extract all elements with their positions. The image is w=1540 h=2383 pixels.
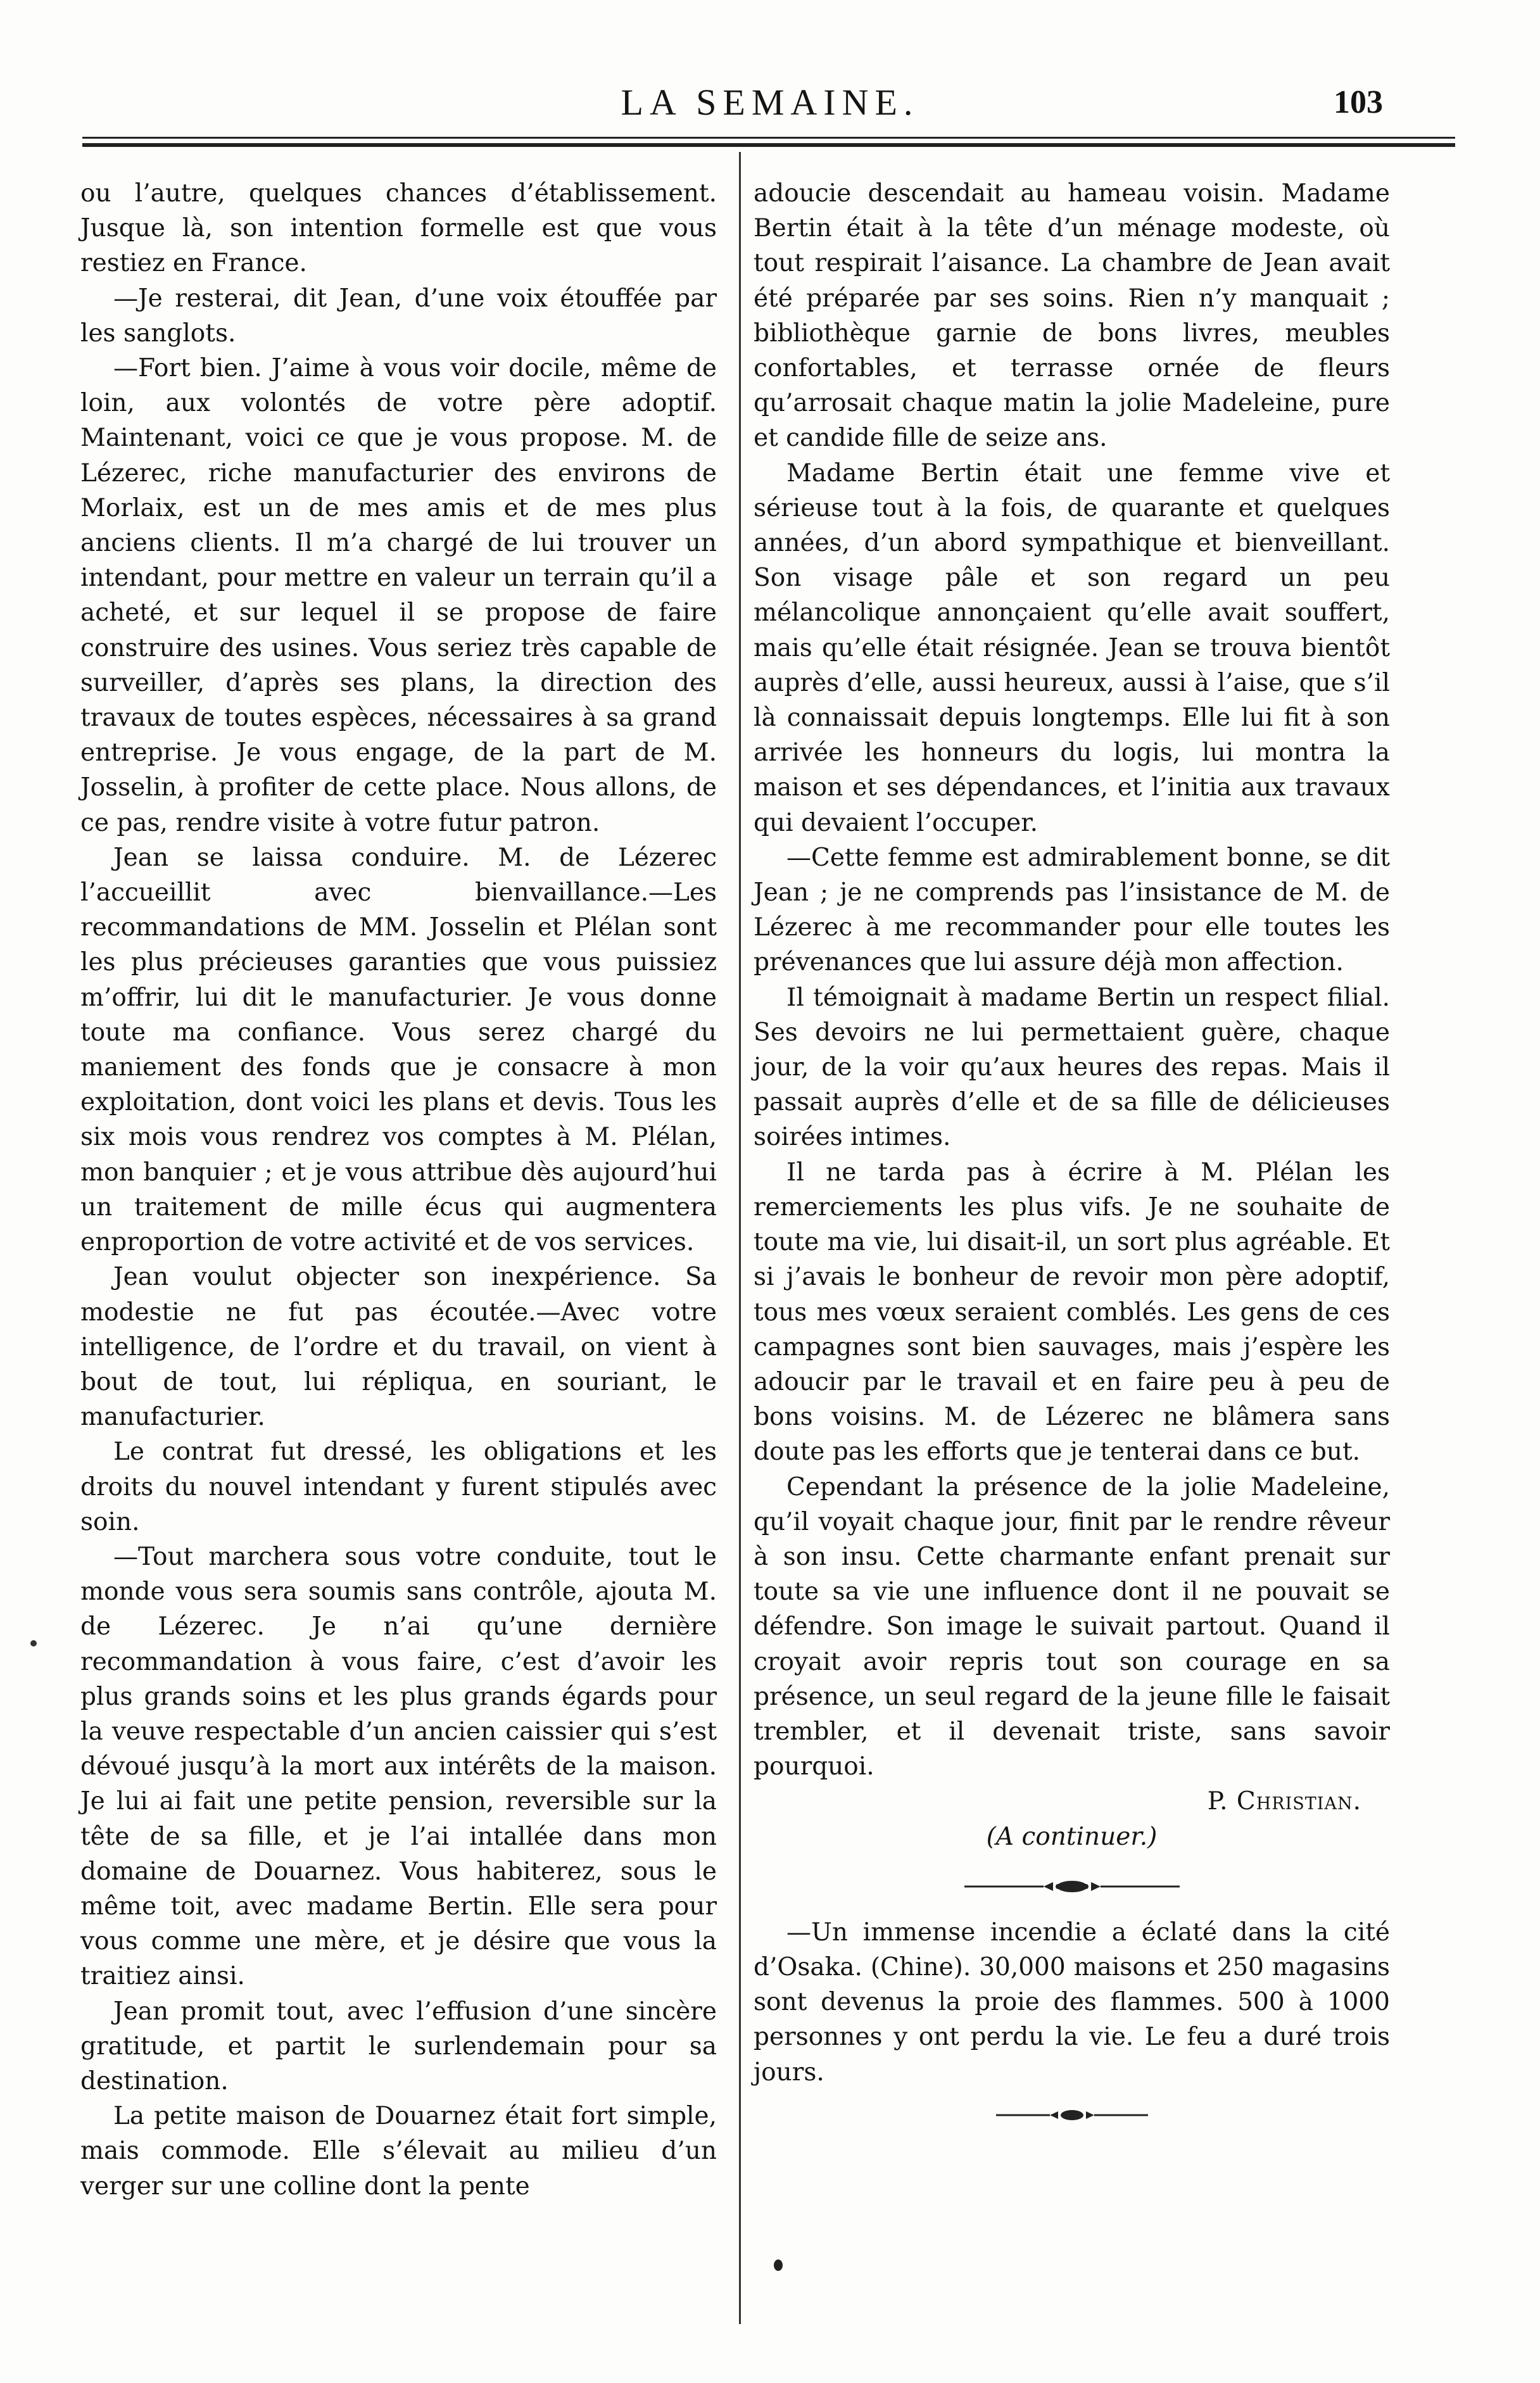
paragraph: —Tout marchera sous votre conduite, tout le monde vous sera soumis sans contrôle, ajouta M. de Lézerec. Je n’ai qu’une dernière recommandation à vous faire, c’est d’avoir les plus grands soins et les plus grands égards pour la veuve respectable d’un ancien caissier qui s’est dévoué jusqu’à la mort aux intérêts de la maison. Je lui ai fait une petite pension, reversible sur la tête de sa fille, et je l’ai intallée dans mon domaine de Douarnez. Vous habiterez, sous le même toit, avec madame Bertin. Elle sera pour vous comme une mère, et je désire que vous la traitiez ainsi. (80, 1542, 717, 1991)
paragraph: Jean promit tout, avec l’effusion d’une sincère gratitude, et partit le surlendemain pour sa destination. (80, 1997, 717, 2095)
paragraph: Le contrat fut dressé, les obligations et les droits du nouvel intendant y furent stipulés avec soin. (80, 1438, 717, 1536)
header-rule-thin (82, 137, 1455, 139)
author-signature: P. Christian. (1207, 1787, 1361, 1816)
header-rule-thick (82, 143, 1455, 147)
paragraph: adoucie descendait au hameau voisin. Madame Bertin était à la tête d’un ménage modeste, où tout respirait l’aisance. La chambre de Jean avait été préparée par ses soins. Rien n’y manquait ; bibliothèque garnie de bons livres, meubles confortables, et terrasse ornée de fleurs qu’arrosait chaque matin la jolie Madeleine, pure et candide fille de seize ans. (754, 179, 1390, 453)
left-column (80, 176, 717, 2204)
right-column (754, 176, 1390, 2121)
paragraph: —Cette femme est admirablement bonne, se dit Jean ; je ne comprends pas l’insistance de M. de Lézerec à me recommander pour elle toutes les prévenances que lui assure déjà mon affection. (754, 843, 1390, 977)
paragraph: Il ne tarda pas à écrire à M. Plélan les remerciements les plus vifs. Je ne souhaite de toute ma vie, lui disait-il, un sort plus agréable. Et si j’avais le bonheur de revoir mon père adoptif, tous mes vœux seraient comblés. Les gens de ces campagnes sont bien sauvages, mais j’espère les adoucir par le travail et en faire peu à peu de bons voisins. M. de Lézerec ne blâmera sans doute pas les efforts que je tenterai dans ce but. (754, 1158, 1390, 1467)
closing-ornament (996, 2109, 1148, 2121)
to-be-continued: (A continuer.) (986, 1822, 1158, 1851)
news-item: —Un immense incendie a éclaté dans la cité d’Osaka. (Chine). 30,000 maisons et 250 magasins sont devenus la proie des flammes. 500 à 1000 personnes y ont perdu la vie. Le feu a duré trois jours. (754, 1918, 1390, 2087)
running-title: LA SEMAINE. (621, 82, 919, 123)
page-header (0, 81, 1540, 127)
paragraph: Madame Bertin était une femme vive et sérieuse tout à la fois, de quarante et quelques années, d’un abord sympathique et bienveillant. Son visage pâle et son regard un peu mélancolique annonçaient qu’elle avait souffert, mais qu’elle était résignée. Jean se trouva bientôt auprès d’elle, aussi heureux, aussi à l’aise, que s’il là connaissait depuis longtemps. Elle lui fit à son arrivée les honneurs du logis, lui montra la maison et ses dépendances, et l’initia aux travaux qui devaient l’occuper. (754, 458, 1390, 837)
paragraph: Cependant la présence de la jolie Madeleine, qu’il voyait chaque jour, finit par le rendre rêveur à son insu. Cette charmante enfant prenait sur toute sa vie une influence dont il ne pouvait se défendre. Son image le suivait partout. Quand il croyait avoir repris tout son courage en sa présence, un seul regard de la jeune fille le faisait trembler, et il devenait triste, sans savoir pourquoi. (754, 1472, 1390, 1781)
page-number: 103 (1334, 84, 1383, 120)
printer-mark (774, 2260, 783, 2271)
paragraph: Il témoignait à madame Bertin un respect filial. Ses devoirs ne lui permettaient guère, chaque jour, de la voir qu’aux heures des repas. Mais il passait auprès d’elle et de sa fille de délicieuses soirées intimes. (754, 983, 1390, 1152)
paragraph: ou l’autre, quelques chances d’établissement. Jusque là, son intention formelle est que vous restiez en France. (80, 179, 717, 278)
paragraph: —Fort bien. J’aime à vous voir docile, même de loin, aux volontés de votre père adoptif. Maintenant, voici ce que je vous propose. M. de Lézerec, riche manufacturier des environs de Morlaix, est un de mes amis et de mes plus anciens clients. Il m’a chargé de lui trouver un intendant, pour mettre en valeur un terrain qu’il a acheté, et sur lequel il se propose de faire construire des usines. Vous seriez très capable de surveiller, d’après ses plans, la direction des travaux de toutes espèces, nécessaires à sa grand entreprise. Je vous engage, de la part de M. Josselin, à profiter de cette place. Nous allons, de ce pas, rendre visite à votre futur patron. (80, 354, 717, 837)
column-divider (739, 152, 741, 2324)
paragraph: La petite maison de Douarnez était fort simple, mais commode. Elle s’élevait au milieu d’un verger sur une colline dont la pente (80, 2102, 717, 2201)
section-ornament (964, 1880, 1180, 1893)
paragraph: Jean se laissa conduire. M. de Lézerec l’accueillit avec bienvaillance.—Les recommandations de MM. Josselin et Plélan sont les plus précieuses garanties que vous puissiez m’offrir, lui dit le manufacturier. Je vous donne toute ma confiance. Vous serez chargé du maniement des fonds que je consacre à mon exploitation, dont voici les plans et devis. Tous les six mois vous rendrez vos comptes à M. Plélan, mon banquier ; et je vous attribue dès aujourd’hui un traitement de mille écus qui augmentera enproportion de votre activité et de vos services. (80, 843, 717, 1257)
ink-speck (30, 1640, 37, 1647)
paragraph: —Je resterai, dit Jean, d’une voix étouffée par les sanglots. (80, 284, 717, 348)
paragraph: Jean voulut objecter son inexpérience. Sa modestie ne fut pas écoutée.—Avec votre intelligence, de l’ordre et du travail, on vient à bout de tout, lui répliqua, en souriant, le manufacturier. (80, 1263, 717, 1432)
